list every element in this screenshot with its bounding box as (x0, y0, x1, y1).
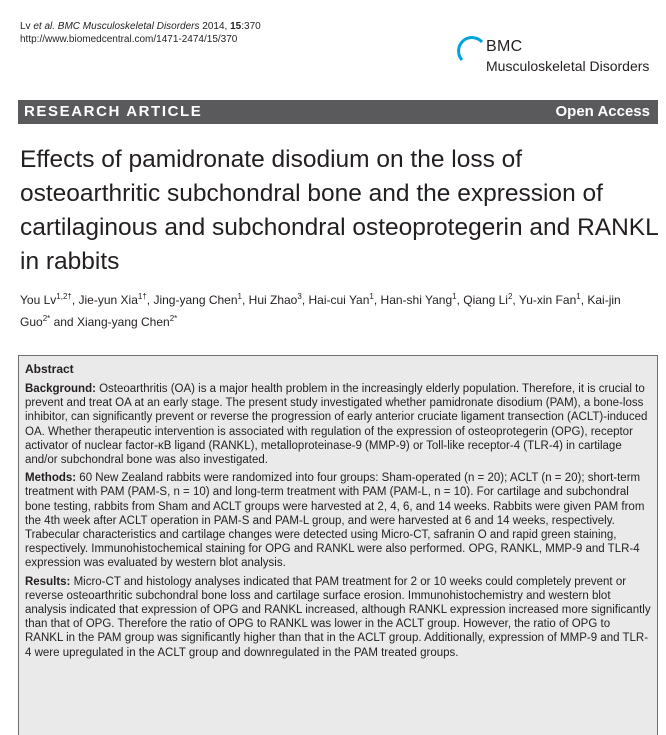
abstract-methods (25, 471, 651, 570)
author-separator: , (301, 293, 309, 307)
citation (20, 20, 261, 46)
article-type-label: RESEARCH ARTICLE (24, 103, 203, 120)
author-affiliation: 1 (452, 292, 457, 301)
author-name: Jie-yun Xia (78, 293, 138, 307)
methods-text: 60 New Zealand rabbits were randomized into four groups: Sham-operated (n = 20); ACLT (n = 20); short-term treatment with PAM (PAM-S, n = 10) and long-term treatment with PAM (PAM-L, n = 10). For cartilage and subchondral bone testing, rabbits from Sham and ACLT groups were harvested at 2, 4, 6, and 14 weeks. Rabbits were given PAM from the 4th week after ACLT operation in PAM-S and PAM-L group, and were harvested at 6 and 14 weeks, respectively. Trabecular characteristics and cartilage changes were detected using Micro-CT, safranin O and rapid green staining, respectively. Immunohistochemical staining for OPG and RANKL were also performed. OPG, RANKL, MMP-9 and TLR-4 expression was evaluated by western blot analysis. (25, 472, 645, 570)
citation-line (20, 20, 261, 33)
logo-journal-name: Musculoskeletal Disorders (486, 58, 650, 74)
author-affiliation: 1 (369, 292, 374, 301)
author-affiliation: 1 (576, 292, 581, 301)
author-name: Kai-jin Guo (20, 293, 621, 329)
open-access-label: Open Access (555, 103, 650, 120)
citation-year: 2014, (199, 21, 231, 32)
author-name: Jing-yang Chen (153, 293, 238, 307)
abstract-box (18, 355, 658, 735)
author-name: Han-shi Yang (380, 293, 453, 307)
bmc-arc-icon (456, 34, 486, 64)
author-separator: , (146, 293, 154, 307)
results-text: Micro-CT and histology analyses indicated that PAM treatment for 2 or 10 weeks could completely prevent or reverse osteoarthritic subchondral bone loss and cartilage surface erosion. Immunohistochemistry and western blot analysis indicated that expression of OPG and RANKL increased, although RANKL expression increased more significantly than that of OPG. Therefore the ratio of OPG to RANKL was lower in the ACLT group. However, the ratio of OPG to RANKL in the PAM group was significantly higher than that in the ACLT group. Additionally, expression of MMP-9 and TLR-4 were upregulated in the ACLT group and downregulated in the PAM treated groups. (25, 575, 651, 659)
abstract-heading: Abstract (25, 362, 74, 376)
author-separator: , (512, 293, 519, 307)
methods-label: Methods: (25, 472, 77, 485)
background-label: Background: (25, 383, 96, 395)
citation-url[interactable]: http://www.biomedcentral.com/1471-2474/15/370 (20, 34, 238, 45)
bmc-logo (456, 34, 656, 80)
author-affiliation: 2 (507, 292, 513, 301)
abstract-results (25, 575, 651, 660)
author-separator: and (50, 315, 77, 329)
author-name: Yu-xin Fan (518, 293, 577, 307)
author-separator: , (71, 293, 79, 307)
author-separator: , (241, 293, 249, 307)
author-list (20, 289, 650, 333)
abstract-body (25, 382, 651, 664)
results-label: Results: (25, 575, 71, 588)
citation-authors: Lv (20, 21, 34, 32)
author-affiliation: 3 (297, 292, 302, 301)
logo-bmc-text: BMC (486, 38, 523, 55)
author-name: Hai-cui Yan (308, 293, 370, 307)
citation-volume: 15 (230, 21, 242, 32)
author-affiliation: 1 (237, 292, 242, 301)
citation-journal: et al. BMC Musculoskeletal Disorders (33, 21, 200, 32)
author-name: You Lv (20, 293, 57, 307)
author-affiliation: 1,2† (56, 292, 72, 301)
author-name: Hui Zhao (248, 293, 298, 307)
author-separator: , (580, 293, 588, 307)
article-type-banner (18, 100, 658, 124)
article-title: Effects of pamidronate disodium on the loss of osteoarthritic subchondral bone and the expression of cartilaginous and subchondral osteoprotegerin and RANKL in rabbits (20, 146, 658, 275)
author-affiliation: 1† (137, 292, 147, 301)
author-name: Qiang Li (463, 293, 508, 307)
author-separator: , (456, 293, 464, 307)
author-separator: , (373, 293, 381, 307)
background-text: Osteoarthritis (OA) is a major health problem in the increasingly elderly population. Therefore, it is crucial to prevent and treat OA at an early stage. The present study investigated whether pamidronate disodium (PAM), a bone-loss inhibitor, can significantly prevent or reverse the progression of early anterior cruciate ligament transection (ACLT)-induced OA. Whether therapeutic intervention is associated with regulation of the expression of osteoprotegerin (OPG), receptor activator of nuclear factor-κB ligand (RANKL), metalloproteinase-9 (MMP-9) or Toll-like receptor-4 (TLR-4) in cartilage and/or subchondral bone was also investigated. (25, 383, 648, 467)
citation-article: :370 (241, 21, 261, 32)
author-affiliation: 2* (169, 314, 178, 323)
author-affiliation: 2* (42, 314, 51, 323)
author-name: Xiang-yang Chen (76, 315, 170, 329)
abstract-background (25, 382, 651, 467)
